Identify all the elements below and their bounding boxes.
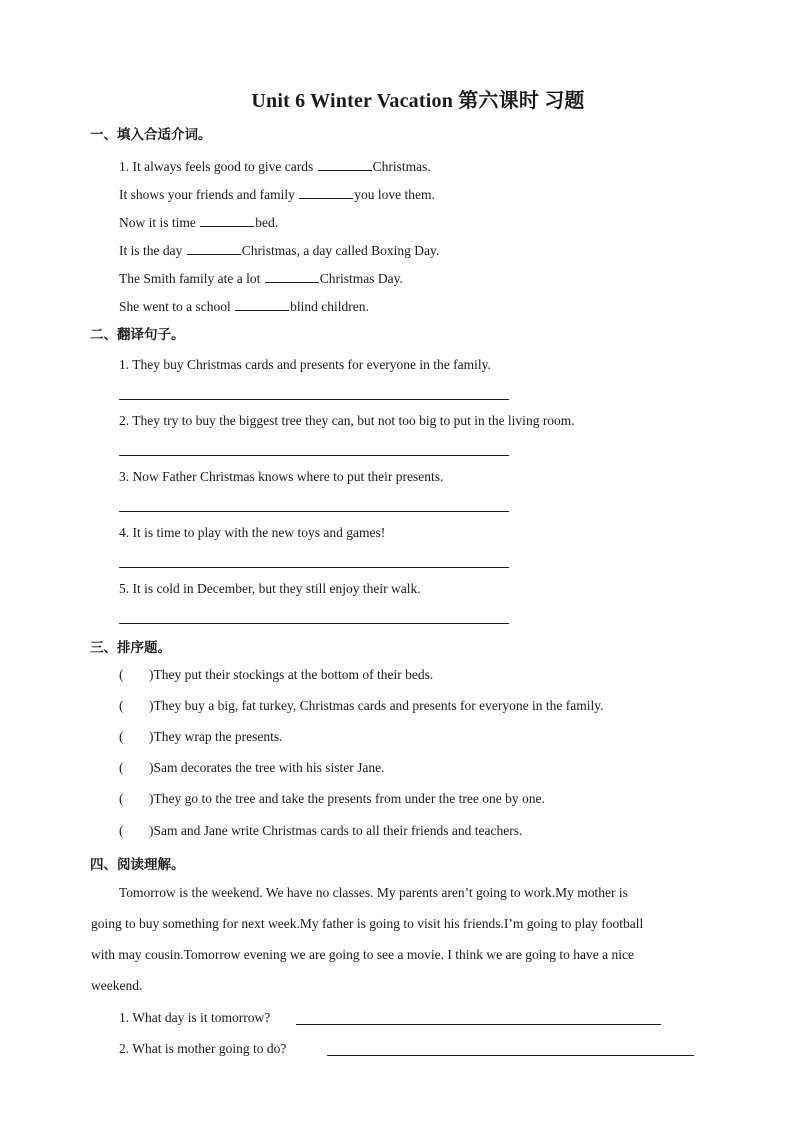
- order-answer-bracket[interactable]: [119, 698, 149, 714]
- section-heading-translate: 二、翻译句子。: [90, 327, 185, 342]
- fill-item-text-before: The Smith family ate a lot: [119, 271, 264, 286]
- order-answer-bracket[interactable]: [119, 667, 149, 683]
- fill-blank[interactable]: [318, 158, 372, 171]
- fill-blank[interactable]: [265, 270, 319, 283]
- translate-answer-line[interactable]: [119, 399, 509, 400]
- translate-item-4: 4. It is time to play with the new toys and games!: [119, 525, 386, 540]
- bracket-open: (: [119, 791, 124, 806]
- order-answer-bracket[interactable]: [119, 791, 149, 807]
- translate-item-3: 3. Now Father Christmas knows where to put their presents.: [119, 469, 444, 484]
- bracket-open: (: [119, 667, 124, 682]
- fill-item-text-after: Christmas Day.: [319, 271, 403, 286]
- bracket-close: ): [149, 760, 154, 775]
- bracket-close: ): [149, 823, 154, 838]
- bracket-close: ): [149, 729, 154, 744]
- fill-item-1: [119, 158, 431, 175]
- reading-question-2: 2. What is mother going to do?: [119, 1041, 287, 1056]
- order-item-text: They put their stockings at the bottom of their beds.: [153, 667, 434, 682]
- fill-item-text-before: It shows your friends and family: [119, 187, 299, 202]
- fill-item-text-after: Christmas, a day called Boxing Day.: [241, 243, 440, 258]
- translate-answer-line[interactable]: [119, 567, 509, 568]
- translate-item-1: 1. They buy Christmas cards and presents for everyone in the family.: [119, 357, 491, 372]
- order-answer-bracket[interactable]: [119, 729, 149, 745]
- order-item-text: Sam decorates the tree with his sister Jane.: [153, 760, 385, 775]
- fill-item-text-after: blind children.: [290, 299, 369, 314]
- fill-item-4: [119, 242, 439, 259]
- fill-item-text-after: you love them.: [354, 187, 435, 202]
- section-heading-reading: 四、阅读理解。: [90, 857, 185, 872]
- fill-blank[interactable]: [235, 298, 289, 311]
- bracket-open: (: [119, 760, 124, 775]
- translate-answer-line[interactable]: [119, 511, 509, 512]
- section-heading-fill-prepositions: 一、填入合适介词。: [90, 127, 212, 142]
- translate-item-2: 2. They try to buy the biggest tree they can, but not too big to put in the living room.: [119, 413, 575, 428]
- order-answer-bracket[interactable]: [119, 823, 149, 839]
- page-title: Unit 6 Winter Vacation 第六课时 习题: [251, 90, 585, 112]
- passage-line-2: going to buy something for next week.My father is going to visit his friends.I’m going to play football: [91, 916, 644, 931]
- order-item-4: [119, 760, 384, 776]
- translate-item-5: 5. It is cold in December, but they still enjoy their walk.: [119, 581, 421, 596]
- reading-answer-line[interactable]: [296, 1024, 661, 1025]
- order-answer-bracket[interactable]: [119, 760, 149, 776]
- fill-blank[interactable]: [200, 214, 254, 227]
- order-item-text: Sam and Jane write Christmas cards to all their friends and teachers.: [153, 823, 523, 838]
- order-item-3: [119, 729, 282, 745]
- fill-item-text-before: It is the day: [119, 243, 186, 258]
- order-item-6: [119, 823, 522, 839]
- section-heading-ordering: 三、排序题。: [90, 640, 171, 655]
- bracket-close: ): [149, 791, 154, 806]
- fill-item-text-after: Christmas.: [372, 159, 431, 174]
- fill-item-3: [119, 214, 278, 231]
- translate-answer-line[interactable]: [119, 455, 509, 456]
- bracket-close: ): [149, 667, 154, 682]
- fill-item-text-before: 1. It always feels good to give cards: [119, 159, 317, 174]
- bracket-close: ): [149, 698, 154, 713]
- fill-blank[interactable]: [187, 242, 241, 255]
- fill-item-5: [119, 270, 403, 287]
- fill-item-text-after: bed.: [255, 215, 279, 230]
- passage-line-4: weekend.: [91, 978, 143, 993]
- order-item-text: They go to the tree and take the presents from under the tree one by one.: [153, 791, 545, 806]
- bracket-open: (: [119, 698, 124, 713]
- order-item-1: [119, 667, 433, 683]
- fill-item-6: [119, 298, 369, 315]
- translate-answer-line[interactable]: [119, 623, 509, 624]
- bracket-open: (: [119, 729, 124, 744]
- fill-item-2: [119, 186, 435, 203]
- order-item-text: They wrap the presents.: [153, 729, 283, 744]
- reading-question-1: 1. What day is it tomorrow?: [119, 1010, 271, 1025]
- fill-item-text-before: Now it is time: [119, 215, 200, 230]
- reading-answer-line[interactable]: [327, 1055, 694, 1056]
- order-item-text: They buy a big, fat turkey, Christmas cards and presents for everyone in the family.: [153, 698, 604, 713]
- fill-blank[interactable]: [299, 186, 353, 199]
- passage-line-3: with may cousin.Tomorrow evening we are going to see a movie. I think we are going to have a nice: [91, 947, 635, 962]
- bracket-open: (: [119, 823, 124, 838]
- order-item-2: [119, 698, 604, 714]
- order-item-5: [119, 791, 545, 807]
- passage-line-1: Tomorrow is the weekend. We have no classes. My parents aren’t going to work.My mother is: [119, 885, 628, 900]
- fill-item-text-before: She went to a school: [119, 299, 235, 314]
